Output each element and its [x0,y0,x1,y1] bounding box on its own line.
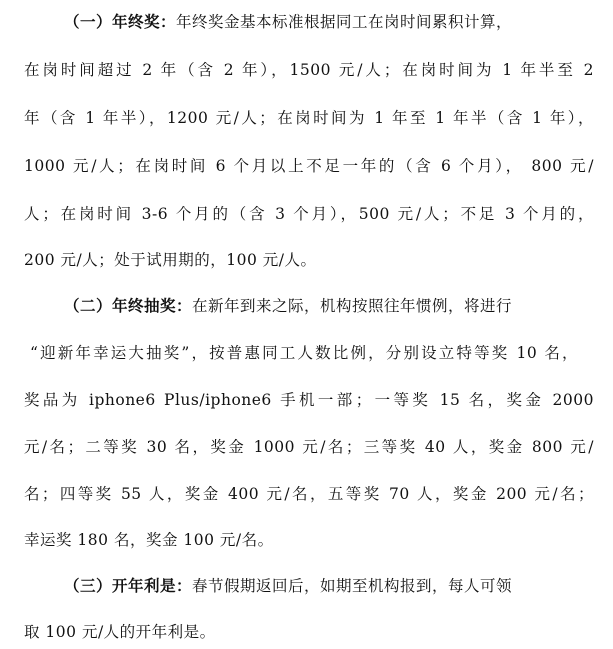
paragraph-line [64,12,594,32]
paragraph-line: 年（含 1 年半），1200 元/人；在岗时间为 1 年至 1 年半（含 1 年）， [24,109,594,127]
paragraph-line: 名；四等奖 55 人，奖金 400 元/名，五等奖 70 人，奖金 200 元/名； [24,485,594,503]
paragraph-line: 在岗时间超过 2 年（含 2 年），1500 元/人；在岗时间为 1 年半至 2 [24,61,594,79]
paragraph-line: 元/名；二等奖 30 名，奖金 1000 元/名；三等奖 40 人，奖金 800 元/ [24,438,594,456]
paragraph-line: 1000 元/人；在岗时间 6 个月以上不足一年的（含 6 个月）， 800 元/ [24,157,594,175]
section-heading: （一）年终奖： [64,13,177,31]
paragraph-text: 在新年到来之际，机构按照往年惯例，将进行 [192,297,513,315]
section-heading: （三）开年利是： [64,577,193,595]
paragraph-text: 年终奖金基本标准根据同工在岗时间累积计算， [176,13,513,31]
paragraph-line [64,576,594,596]
paragraph-line: 人；在岗时间 3-6 个月的（含 3 个月），500 元/人；不足 3 个月的， [24,205,594,223]
paragraph-line: 200 元/人；处于试用期的，100 元/人。 [24,251,317,269]
paragraph-line [64,296,594,316]
paragraph-line: 取 100 元/人的开年利是。 [24,623,216,641]
paragraph-line: 奖品为 iphone6 Plus/iphone6 手机一部；一等奖 15 名，奖金 2000 [24,391,594,409]
paragraph-line: “迎新年幸运大抽奖”，按普惠同工人数比例，分别设立特等奖 10 名， [30,344,578,362]
paragraph-line: 幸运奖 180 名，奖金 100 元/名。 [24,531,274,549]
section-heading: （二）年终抽奖： [64,297,193,315]
paragraph-text: 春节假期返回后，如期至机构报到，每人可领 [192,577,513,595]
